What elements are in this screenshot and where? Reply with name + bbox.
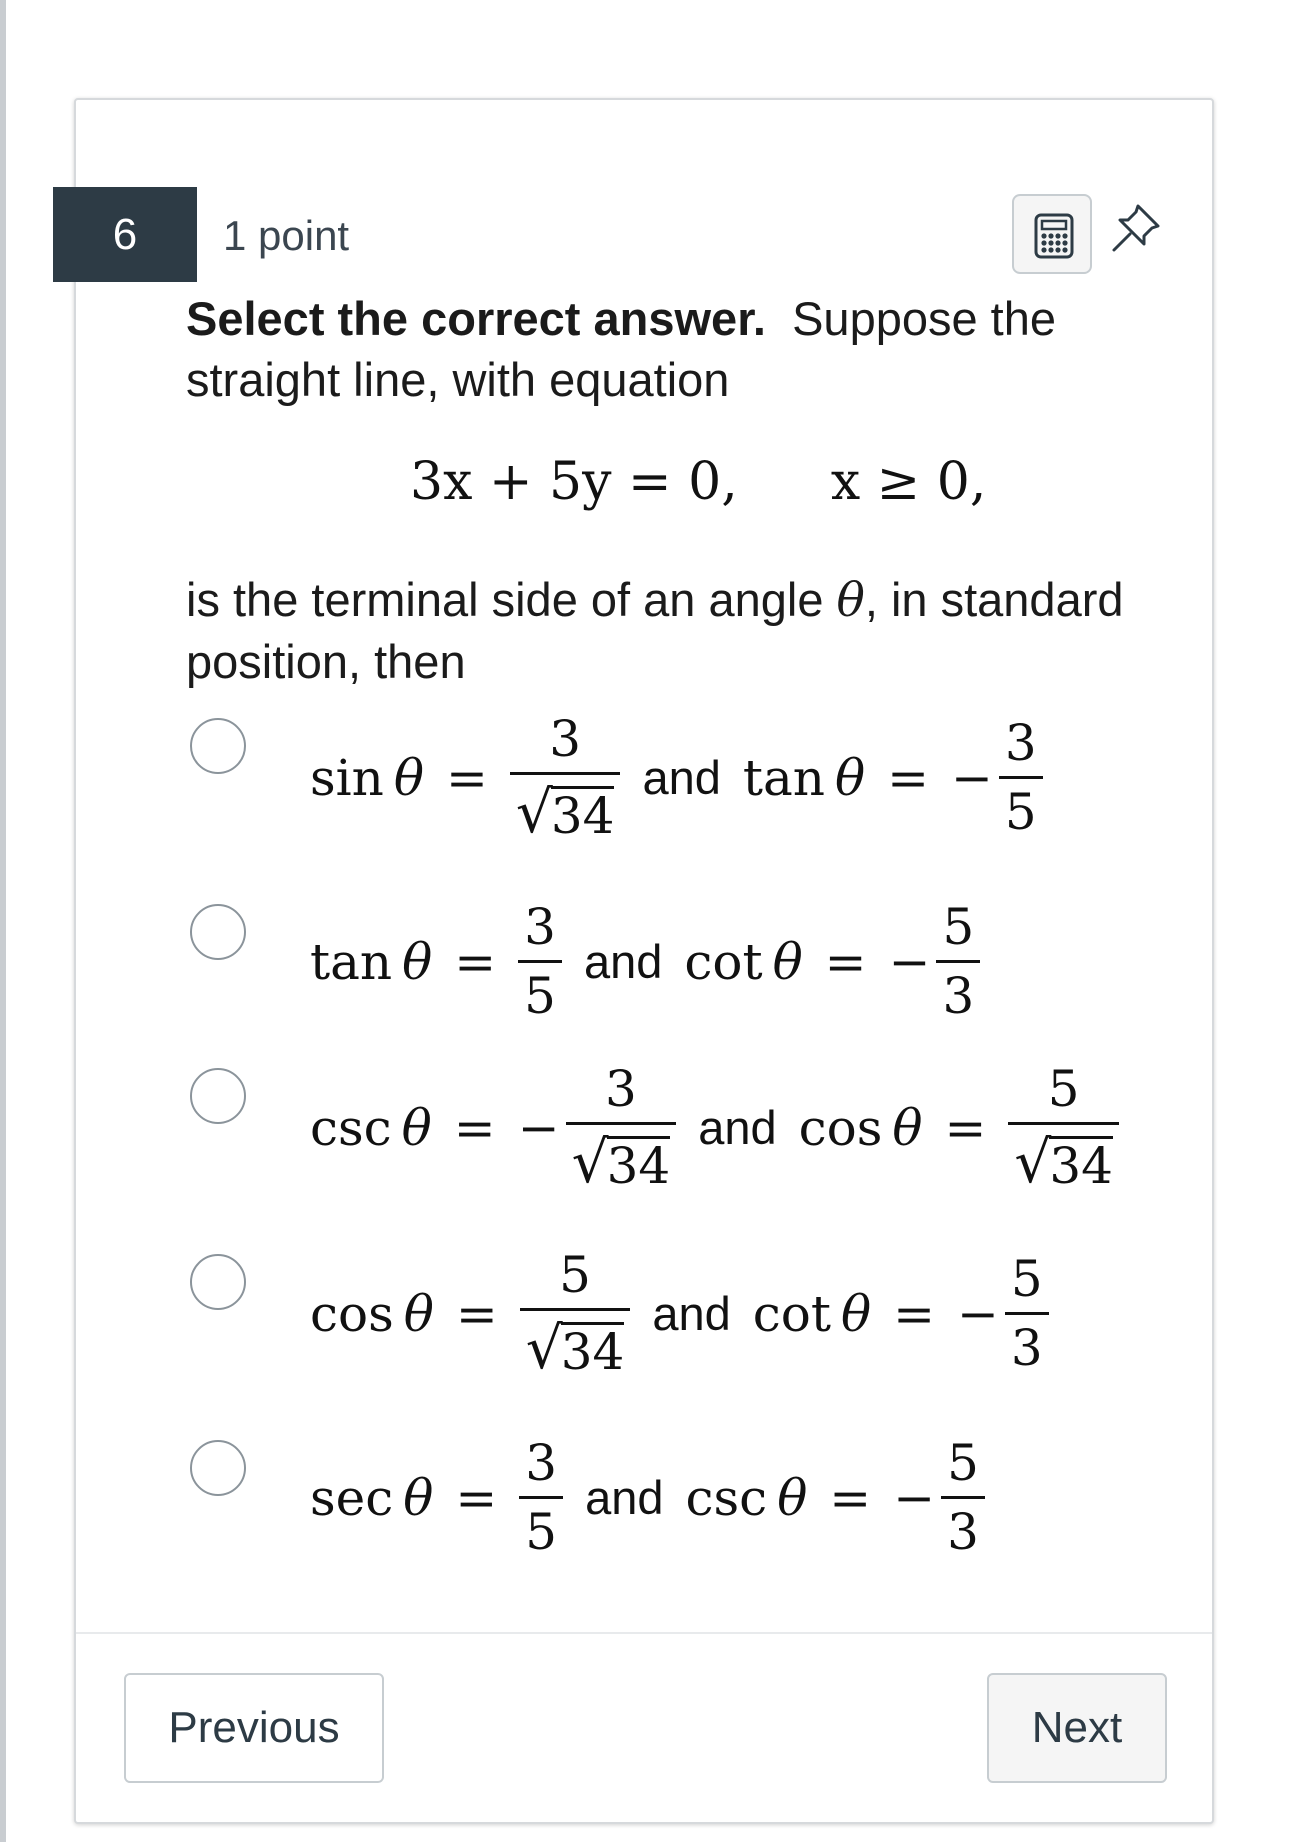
denominator: 34	[606, 1137, 671, 1195]
fraction	[999, 714, 1043, 841]
equals: =	[829, 1468, 872, 1527]
equals: =	[944, 1098, 987, 1157]
denominator: 34	[560, 1323, 625, 1381]
func: cos	[798, 1098, 883, 1157]
fraction	[936, 898, 980, 1025]
fraction	[566, 1060, 677, 1196]
theta: θ	[777, 1468, 808, 1527]
previous-button[interactable]: Previous	[124, 1673, 384, 1783]
equals: =	[454, 932, 497, 991]
and-label: and	[583, 935, 663, 988]
numerator: 3	[549, 710, 582, 768]
func: cot	[752, 1284, 831, 1343]
fraction	[518, 898, 562, 1025]
option-radio-3[interactable]	[190, 1068, 246, 1124]
denominator: 3	[1010, 1319, 1043, 1377]
theta: θ	[841, 1284, 872, 1343]
left-edge-bar	[0, 0, 6, 1842]
numerator: 5	[942, 898, 975, 956]
func: sin	[310, 748, 384, 807]
numerator: 5	[947, 1434, 979, 1492]
equation-condition: x ≥ 0,	[830, 452, 987, 512]
calculator-button[interactable]	[1012, 194, 1092, 274]
fraction	[519, 1434, 563, 1561]
denominator: 3	[942, 967, 975, 1025]
footer-divider	[76, 1632, 1212, 1634]
and-label: and	[652, 1287, 731, 1340]
question-prompt	[186, 288, 1176, 410]
sqrt-sign: √	[571, 1128, 609, 1196]
option-radio-1[interactable]	[190, 718, 246, 774]
theta: θ	[403, 1468, 434, 1527]
numerator: 3	[1004, 714, 1037, 772]
equals: =	[453, 1098, 496, 1157]
option-radio-2[interactable]	[190, 904, 246, 960]
func: cot	[684, 932, 763, 991]
fraction	[1005, 1250, 1049, 1377]
option-radio-4[interactable]	[190, 1254, 246, 1310]
denominator: 3	[947, 1503, 979, 1561]
theta: θ	[403, 1284, 434, 1343]
func: tan	[742, 748, 825, 807]
theta: θ	[401, 1098, 432, 1157]
option-5-math	[310, 1434, 985, 1561]
theta: θ	[393, 748, 424, 807]
theta: θ	[772, 932, 803, 991]
equals: =	[445, 748, 488, 807]
func: cos	[310, 1284, 394, 1343]
question-number: 6	[53, 187, 197, 282]
numerator: 5	[1047, 1060, 1080, 1118]
equals: =	[893, 1284, 936, 1343]
equals: =	[455, 1284, 498, 1343]
question-prompt-continued	[186, 569, 1176, 692]
func: sec	[310, 1468, 394, 1527]
func: csc	[310, 1098, 392, 1157]
sqrt-sign: √	[515, 778, 553, 846]
func: tan	[310, 932, 393, 991]
next-button[interactable]: Next	[987, 1673, 1167, 1783]
denominator: 5	[1004, 783, 1037, 841]
func: csc	[685, 1468, 768, 1527]
numerator: 5	[559, 1246, 591, 1304]
option-radio-5[interactable]	[190, 1440, 246, 1496]
fraction	[1008, 1060, 1119, 1196]
minus-sign: −	[888, 932, 931, 991]
denominator: 5	[524, 967, 556, 1025]
numerator: 3	[525, 1434, 558, 1492]
pin-icon[interactable]	[1108, 200, 1164, 256]
minus-sign: −	[957, 1284, 999, 1343]
option-3-math	[310, 1060, 1119, 1196]
minus-sign: −	[893, 1468, 936, 1527]
sqrt-sign: √	[525, 1314, 563, 1382]
option-2-math	[310, 898, 980, 1025]
equals: =	[887, 748, 930, 807]
fraction	[520, 1246, 631, 1382]
display-equation	[410, 452, 986, 512]
numerator: 5	[1010, 1250, 1043, 1308]
option-4-math	[310, 1246, 1049, 1382]
fraction	[941, 1434, 985, 1561]
and-label: and	[698, 1101, 777, 1154]
denominator: 34	[1049, 1137, 1113, 1195]
denominator: 34	[550, 787, 615, 845]
denominator: 5	[525, 1503, 558, 1561]
option-1-math	[310, 710, 1043, 846]
prompt-after-1: is the terminal side of an angle	[186, 573, 824, 626]
numerator: 3	[604, 1060, 637, 1118]
theta: θ	[402, 932, 433, 991]
prompt-theta: θ	[836, 573, 865, 628]
and-label: and	[642, 751, 721, 804]
theta: θ	[835, 748, 866, 807]
question-prompt-bold: Select the correct answer.	[186, 292, 766, 345]
equals: =	[455, 1468, 498, 1527]
and-label: and	[585, 1471, 664, 1524]
theta: θ	[892, 1098, 923, 1157]
minus-sign: −	[951, 748, 993, 807]
question-points: 1 point	[223, 212, 350, 259]
numerator: 3	[524, 898, 556, 956]
prompt-after-2: , in standard position, then	[186, 573, 1124, 688]
equation-main: 3x + 5y = 0,	[410, 452, 738, 512]
sqrt-sign: √	[1014, 1128, 1052, 1196]
fraction	[510, 710, 621, 846]
equals: =	[824, 932, 867, 991]
minus-sign: −	[517, 1098, 560, 1157]
question-prompt-rest: Suppose the straight line, with equation	[186, 292, 1057, 406]
calculator-icon	[1034, 213, 1074, 259]
